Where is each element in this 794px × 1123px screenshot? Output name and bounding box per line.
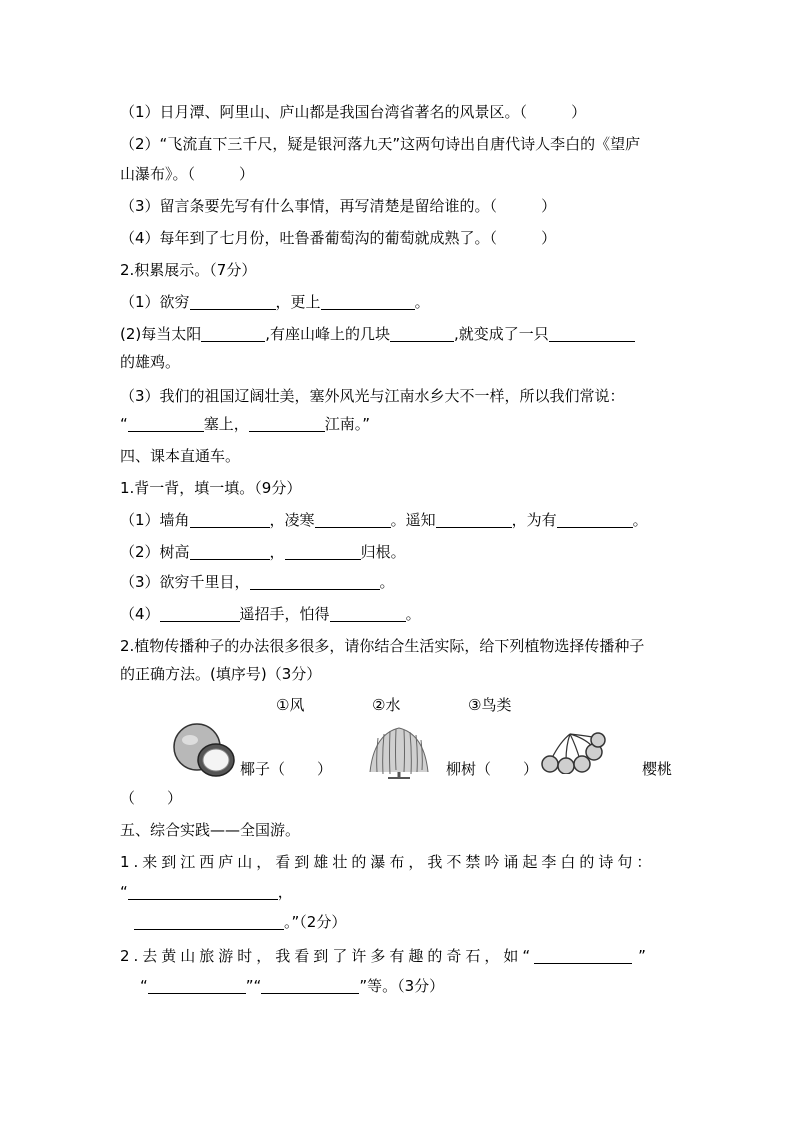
cherry-label: 樱桃 [642, 760, 673, 778]
option-birds: ③鸟类 [468, 696, 512, 714]
willow-image [360, 720, 438, 780]
fill-blank[interactable] [148, 977, 246, 994]
judge-q4: （4）每年到了七月份，吐鲁番葡萄沟的葡萄就成熟了。（ ） [120, 229, 557, 247]
fill-blank[interactable] [549, 325, 635, 342]
fill-blank[interactable] [330, 605, 406, 622]
cherry-image [540, 728, 606, 774]
fill-blank[interactable] [285, 543, 361, 560]
cherry-answer: （ ） [120, 789, 183, 807]
judge-q2-text: （2）“飞流直下三千尺，疑是银河落九天”这两句诗出自唐代诗人李白的《望庐 [120, 135, 641, 153]
section-five-heading: 五、综合实践——全国游。 [120, 821, 301, 839]
fill-blank[interactable] [201, 325, 265, 342]
accumulate-q3-cont: “ 塞上， 江南。” [120, 415, 371, 433]
option-wind: ①风 [276, 696, 305, 714]
judge-q3: （3）留言条要先写有什么事情，再写清楚是留给谁的。（ ） [120, 197, 557, 215]
accumulate-title: 2.积累展示。（7分） [120, 261, 257, 279]
fill-blank[interactable] [128, 883, 278, 900]
accumulate-q1: （1）欲穷 ，更上 。 [120, 293, 430, 311]
fill-blank[interactable] [261, 977, 359, 994]
willow-label: 柳树（ ） [446, 760, 539, 778]
fill-blank[interactable] [250, 573, 380, 590]
fill-blank[interactable] [321, 293, 415, 310]
accumulate-q3: （3）我们的祖国辽阔壮美，塞外风光与江南水乡大不一样，所以我们常说： [120, 387, 625, 405]
fill-blank[interactable] [134, 913, 284, 930]
judge-q2 [120, 134, 640, 154]
judge-q1-text: （1）日月潭、阿里山、庐山都是我国台湾省著名的风景区。 [120, 103, 520, 121]
recite-title: 1.背一背，填一填。（9分） [120, 479, 302, 497]
practice-q2-cont: “ ”“ ”等。（3分） [140, 977, 445, 995]
option-water: ②水 [372, 696, 401, 714]
seed-question: 2.植物传播种子的办法很多很多，请你结合生活实际，给下列植物选择传播种子 [120, 637, 645, 655]
fill-blank[interactable] [534, 947, 632, 964]
recite-q4: （4） 遥招手，怕得 。 [120, 605, 421, 623]
fill-blank[interactable] [128, 415, 204, 432]
recite-q1: （1）墙角 ，凌寒 。遥知 ，为有 。 [120, 511, 648, 529]
fill-blank[interactable] [190, 511, 270, 528]
section-four-heading: 四、课本直通车。 [120, 447, 241, 465]
fill-blank[interactable] [315, 511, 391, 528]
practice-q1-cont: “ ， [120, 883, 293, 901]
recite-q3: （3）欲穷千里目， 。 [120, 573, 395, 591]
fill-blank[interactable] [160, 605, 240, 622]
coconut-image [172, 722, 236, 780]
fill-blank[interactable] [249, 415, 325, 432]
practice-q2: 2.去黄山旅游时，我看到了许多有趣的奇石，如“ ” [120, 947, 646, 965]
accumulate-q2: (2)每当太阳 ,有座山峰上的几块 ,就变成了一只 [120, 324, 635, 344]
coconut-label: 椰子（ ） [240, 760, 333, 778]
fill-blank[interactable] [190, 543, 270, 560]
fill-blank[interactable] [190, 293, 276, 310]
fill-blank[interactable] [436, 511, 512, 528]
practice-q1-cont2: 。”（2分） [120, 912, 346, 932]
seed-question-cont: 的正确方法。(填序号)（3分） [120, 665, 322, 683]
fill-blank[interactable] [390, 325, 454, 342]
judge-q1: （1）日月潭、阿里山、庐山都是我国台湾省著名的风景区。（ ） [120, 103, 587, 121]
practice-q1: 1.来到江西庐山，看到雄壮的瀑布，我不禁吟诵起李白的诗句： [120, 853, 656, 871]
accumulate-q2-cont: 的雄鸡。 [120, 353, 181, 371]
recite-q2: （2）树高 ， 归根。 [120, 543, 406, 561]
fill-blank[interactable] [557, 511, 633, 528]
judge-q2-cont: 山瀑布》。（ ） [120, 165, 255, 183]
